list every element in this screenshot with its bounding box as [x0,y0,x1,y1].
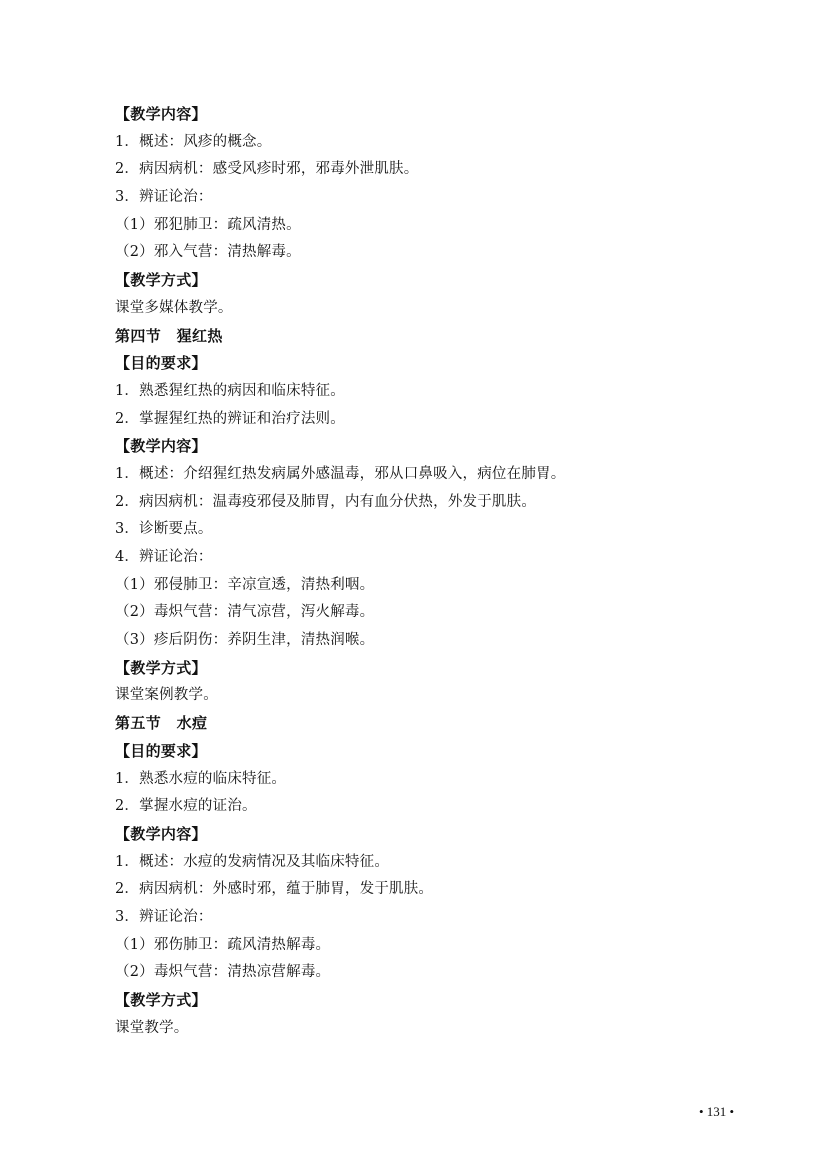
objectives-heading: 【目的要求】 [115,741,207,760]
text-line: 课堂案例教学。 [115,687,218,704]
objectives-heading: 【目的要求】 [115,354,207,373]
section-title: 第四节 猩红热 [115,326,223,345]
text-line: 1．概述：水痘的发病情况及其临床特征。 [115,853,390,870]
text-line: 3．诊断要点。 [115,521,213,538]
text-line: 2．掌握猩红热的辨证和治疗法则。 [115,410,345,427]
text-line: 2．掌握水痘的证治。 [115,798,257,815]
teaching-content-heading: 【教学内容】 [115,437,207,456]
text-line: 课堂多媒体教学。 [115,299,233,316]
teaching-method-heading: 【教学方式】 [115,991,207,1009]
text-line: 3．辨证论治： [115,189,213,206]
text-line: （2）毒炽气营：清气凉营，泻火解毒。 [115,604,375,621]
teaching-method-heading: 【教学方式】 [115,658,207,677]
teaching-content-heading: 【教学内容】 [115,824,207,843]
text-line: 1．熟悉水痘的临床特征。 [115,770,287,787]
page-content [115,101,755,1042]
text-line: （3）疹后阴伤：养阴生津，清热润喉。 [115,632,375,649]
text-line: 2．病因病机：外感时邪，蕴于肺胃，发于肌肤。 [115,881,434,898]
text-line: 2．病因病机：温毒疫邪侵及肺胃，内有血分伏热，外发于肌肤。 [115,493,537,510]
section-title: 第五节 水痘 [115,714,208,733]
text-line: 3．辨证论治： [115,908,213,925]
text-line: （2）邪入气营：清热解毒。 [115,244,301,261]
page-number: • 131 • [699,1104,735,1119]
text-line: 1．概述：风疹的概念。 [115,133,272,150]
text-line: 2．病因病机：感受风疹时邪，邪毒外泄肌肤。 [115,161,419,178]
text-line: （2）毒炽气营：清热凉营解毒。 [115,964,331,981]
text-line: （1）邪侵肺卫：辛凉宣透，清热利咽。 [115,576,375,593]
text-line: 1．概述：介绍猩红热发病属外感温毒，邪从口鼻吸入，病位在肺胃。 [115,465,566,482]
text-line: 课堂教学。 [115,1019,189,1036]
text-line: 1．熟悉猩红热的病因和临床特征。 [115,382,345,399]
text-line: （1）邪伤肺卫：疏风清热解毒。 [115,936,331,953]
text-line: 4．辨证论治： [115,549,213,565]
teaching-method-heading: 【教学方式】 [115,271,207,290]
teaching-content-heading: 【教学内容】 [115,105,207,123]
text-line: （1）邪犯肺卫：疏风清热。 [115,216,301,233]
